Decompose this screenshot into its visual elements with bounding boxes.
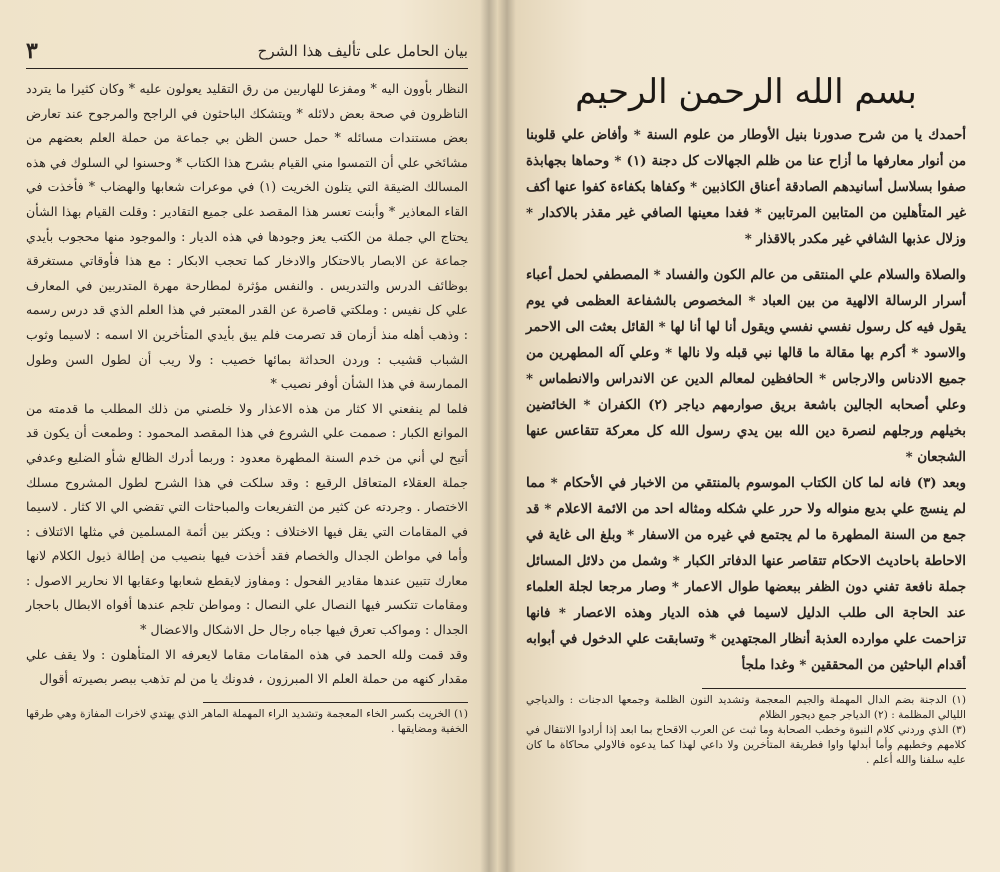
right-footnote-2: (٣) الذي وردني كلام النبوة وخطب الصحابة وما ثبت عن العرب الاقحاح بما ابعد إذا أرادوا الانتقال في كلامهم وخطبهم وأما أبدلها واوا فطريقة المتأخرين ولا داعي لهذا كما يدعوه فالاولي محاكاة ما كان عليه سلفنا والله أعلم . [526,724,966,766]
left-page [0,0,498,872]
running-header: بيان الحامل على تأليف هذا الشرح [257,42,468,60]
footnote-divider [203,702,468,703]
right-page-body [526,122,966,678]
left-footnotes [26,707,468,737]
left-page-body [26,77,468,692]
left-paragraph-1: النظار بأوون اليه * ومفزعا للهاربين من رق التقليد يعولون عليه * وكان كثيرا ما يتردد الناظرون في صحة بعض دلائله * ويتشكك الباحثون في الراجح والمرجوح عند تعارض بعض مستندات مسائله * حمل حسن الظن بي جماعة من حملة العلم بعضهم من مشائخي علي أن التمسوا مني القيام بشرح هذا الكتاب * وحسنوا لي السلوك في هذه المسالك الضيقة التي يتلون الخريت (١) في موعرات شعابها والهضاب * فأخذت في القاء المعاذير * وأبنت تعسر هذا المقصد على جميع التقادير : وقلت القيام بهذا الشأن يحتاج الي جملة من الكتب يعز وجودها في هذه الديار : والموجود منها محجوب بأيدي جماعة عن الابصار بالاحتكار والادخار كما تحجب الابكار : مع هذا فأوقاتي مستغرقة بوظائف الدرس والتدريس . والنفس مؤثرة لمطارحة مهرة المتدربين في المعارف علي كل نفيس : وملكتي قاصرة عن القدر المعتبر في هذا العلم الذي قد درس رسمه : وذهب أهله منذ أزمان قد تصرمت فلم يبق بأيدي المتأخرين الا اسمه : لاسيما وثوب الشباب قشيب : وردن الحداثة بمائها خصيب : ولا ريب أن لطول السن وطول الممارسة في هذا الشأن أوفر نصيب * [26,81,468,392]
basmala-heading: بسم الله الرحمن الرحيم [575,72,917,112]
right-page [498,0,1000,872]
left-footnote-1: (١) الخريت بكسر الخاء المعجمة وتشديد الراء المهملة الماهر الذي يهتدي لاخرات المفازة وهي طرقها الخفية ومضايقها . [26,707,468,735]
page-gutter-shadow [480,0,498,872]
paragraph-gap [526,252,966,262]
left-paragraph-2: فلما لم ينفعني الا كثار من هذه الاعذار ولا خلصني من ذلك المطلب ما قدمته من الموانع الكبار : صممت علي الشروع في هذا المقصد المحمود : وطمعت أن يكون قد أتيح لي أني من خدم السنة المطهرة معدود : وربما أدرك الظالع شأو الضليع وعدفي جملة العقلاء المتعاقل الرقيع : وقد سلكت في هذا الشرح لطول المشروح مسلك الاختصار . وجردته عن كثير من التفريعات والمباحثات التي تقضي الي الا كثار . لاسيما في المقامات التي يقل فيها الاختلاف : ويكثر بين أئمة المسلمين في مثلها الائتلاف : وأما في مواطن الجدال والخصام فقد أخذت فيها بنصيب من إطالة ذيول الكلام لانها معارك تتبين عندها مقادير الفحول : ومفاوز لايقطع شعابها وعقابها الا نحارير الاصول : ومقامات تتكسر فيها النصال علي النصال : ومواطن تلجم عندها أفواه الابطال باحجار الجدال : ومواكب تعرق فيها جباه رجال حل الاشكال والاعضال * [26,400,468,638]
right-paragraph-3: وبعد (٣) فانه لما كان الكتاب الموسوم بالمنتقي من الاخبار في الأحكام * مما لم ينسج علي بديع منواله ولا حرر علي شكله ومثاله احد من الائمة الاعلام * قد جمع من السنة المطهرة ما لم يجتمع في غيره من الاسفار * وبلغ الى غاية في الاحاطة باحاديث الاحكام تتقاصر عنها الدفاتر الكبار * وشمل من دلائل المسائل جملة نافعة تفني دون الظفر ببعضها طوال الاعمار * وصار مرجعا لجلة العلماء عند الحاجة الى طلب الدليل لاسيما في هذه الديار وهذه الاعصار * فانها تزاحمت علي موارده العذبة أنظار المجتهدين * وتسابقت علي الدخول في أبوابه أقدام الباحثين من المحققين * وغدا ملجأ [526,475,966,673]
left-page-header [26,38,468,69]
left-paragraph-3: وقد قمت ولله الحمد في هذه المقامات مقاما لايعرفه الا المتأهلون : ولا يقف علي مقدار كنهه من حملة العلم الا المبرزون ، فدونك يا من لم تذهب ببصر بصيرته أقوال [26,646,468,687]
right-footnotes [526,693,966,768]
right-paragraph-2: والصلاة والسلام علي المنتقى من عالم الكون والفساد * المصطفي لحمل أعباء أسرار الرسالة الالهية من بين العباد * المخصوص بالشفاعة العظمى في يوم يقول فيه كل رسول نفسي نفسي ويقول أنا لها أنا لها * القائل بعثت الى الاحمر والاسود * أكرم بها مقالة ما قالها نبي قبله ولا نالها * وعلي آله المطهرين من جميع الادناس والارجاس * الحافظين لمعالم الدين عن الاندراس والانطماس * وعلي أصحابه الجالين باشعة بريق صوارمهم دياجر (٢) الكفران * الخائضين بخيلهم ورجلهم لنصرة دين الله بين يدي رسول الله كل معركة تتقاعس عنها الشجعان * [526,267,966,465]
right-footnote-1: (١) الدجنة بضم الدال المهملة والجيم المعجمة وتشديد النون الظلمة وجمعها الدجنات : والدياجي الليالي المظلمة : (٢) الدياجر جمع ديجور الظلام [526,694,966,721]
right-paragraph-1: أحمدك يا من شرح صدورنا بنيل الأوطار من علوم السنة * وأفاض علي قلوبنا من أنوار معارفها ما أزاح عنا من ظلم الجهالات كل دجنة (١) * وحماها بجهابذة صفوا بسلاسل أسانيدهم الصادقة أعناق الكاذبين * وكفاها بكفاءة كفوا عنها أكف غير المتأهلين من المتابين المرتابين * فغدا معينها الصافي غير مقذر بالاكدار * وزلال عذبها الشافي غير مكدر بالاقذار * [526,127,967,247]
footnote-divider [702,688,966,689]
page-gutter-shadow [498,0,516,872]
page-number: ٣ [26,38,38,64]
